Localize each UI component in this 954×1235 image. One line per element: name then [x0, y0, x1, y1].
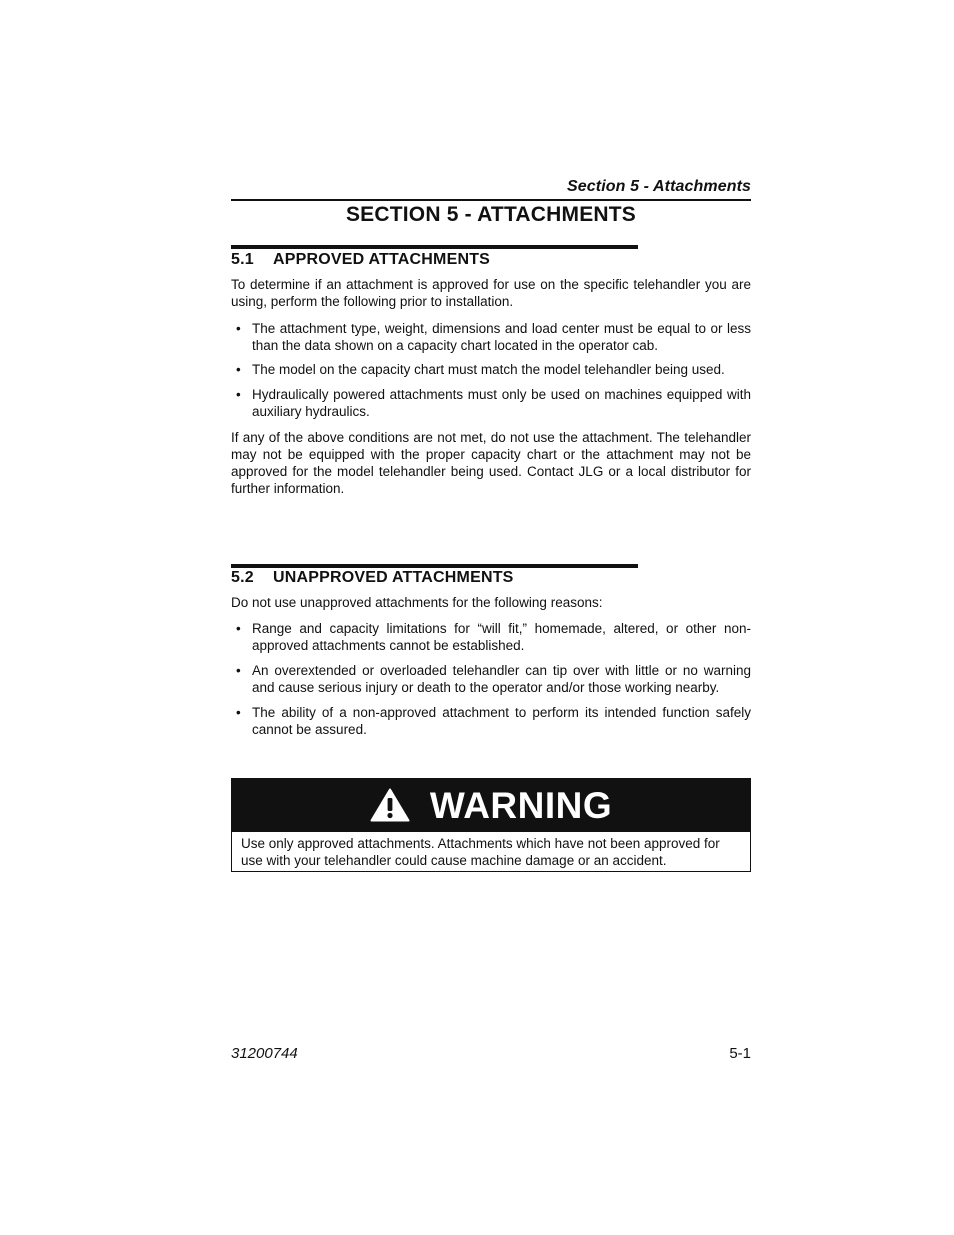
approved-bullet-list — [231, 320, 751, 420]
paragraph-approved-closing: If any of the above conditions are not met, do not use the attachment. The telehandler may not be equipped with the proper capacity chart or the attachment may not be approved for the model telehandler being used. Contact JLG or a local distributor for further information. — [231, 430, 751, 496]
subsection-number: 5.1 — [231, 251, 254, 268]
list-item: • Hydraulically powered attachments must only be used on machines equipped with auxiliary hydraulics. — [236, 387, 751, 419]
warning-banner — [232, 779, 750, 832]
subsection-title-5-2 — [231, 569, 514, 587]
bullet: • — [236, 387, 241, 402]
running-head: Section 5 - Attachments — [567, 178, 751, 195]
bullet: • — [236, 321, 241, 336]
section-title: SECTION 5 - ATTACHMENTS — [345, 203, 637, 226]
list-item: • The model on the capacity chart must match the model telehandler being used. — [236, 362, 725, 377]
list-item: • An overextended or overloaded telehandler can tip over with little or no warning and cause serious injury or death to the operator and/or those working nearby. — [236, 663, 751, 695]
page-number: 5-1 — [729, 1045, 751, 1062]
subsection-title-5-1 — [231, 251, 490, 269]
bullet: • — [236, 663, 241, 678]
subsection-rule-5-2 — [231, 564, 638, 568]
paragraph-approved-intro: To determine if an attachment is approved for use on the specific telehandler you are using, perform the following prior to installation. — [231, 277, 751, 309]
warning-triangle-icon — [370, 788, 410, 822]
unapproved-bullet-list — [231, 620, 751, 738]
list-item: • The attachment type, weight, dimensions and load center must be equal to or less than the data shown on a capacity chart located in the operator cab. — [236, 321, 751, 353]
subsection-heading: APPROVED ATTACHMENTS — [273, 251, 491, 268]
subsection-number: 5.2 — [231, 569, 254, 586]
list-item: • Range and capacity limitations for “will fit,” homemade, altered, or other non-approved attachments cannot be established. — [236, 621, 751, 653]
bullet: • — [236, 621, 241, 636]
subsection-heading: UNAPPROVED ATTACHMENTS — [273, 569, 514, 586]
bullet: • — [236, 362, 241, 377]
bullet: • — [236, 705, 241, 720]
header-rule — [231, 199, 751, 201]
subsection-rule-5-1 — [231, 245, 638, 249]
paragraph-unapproved-intro: Do not use unapproved attachments for the following reasons: — [231, 595, 603, 610]
warning-box — [231, 778, 751, 872]
list-item: • The ability of a non-approved attachment to perform its intended function safely cannot be assured. — [236, 705, 751, 737]
warning-heading: WARNING — [429, 784, 613, 826]
warning-text: Use only approved attachments. Attachments which have not been approved for use with your telehandler could cause machine damage or an accident. — [241, 836, 720, 868]
document-number: 31200744 — [231, 1045, 298, 1062]
